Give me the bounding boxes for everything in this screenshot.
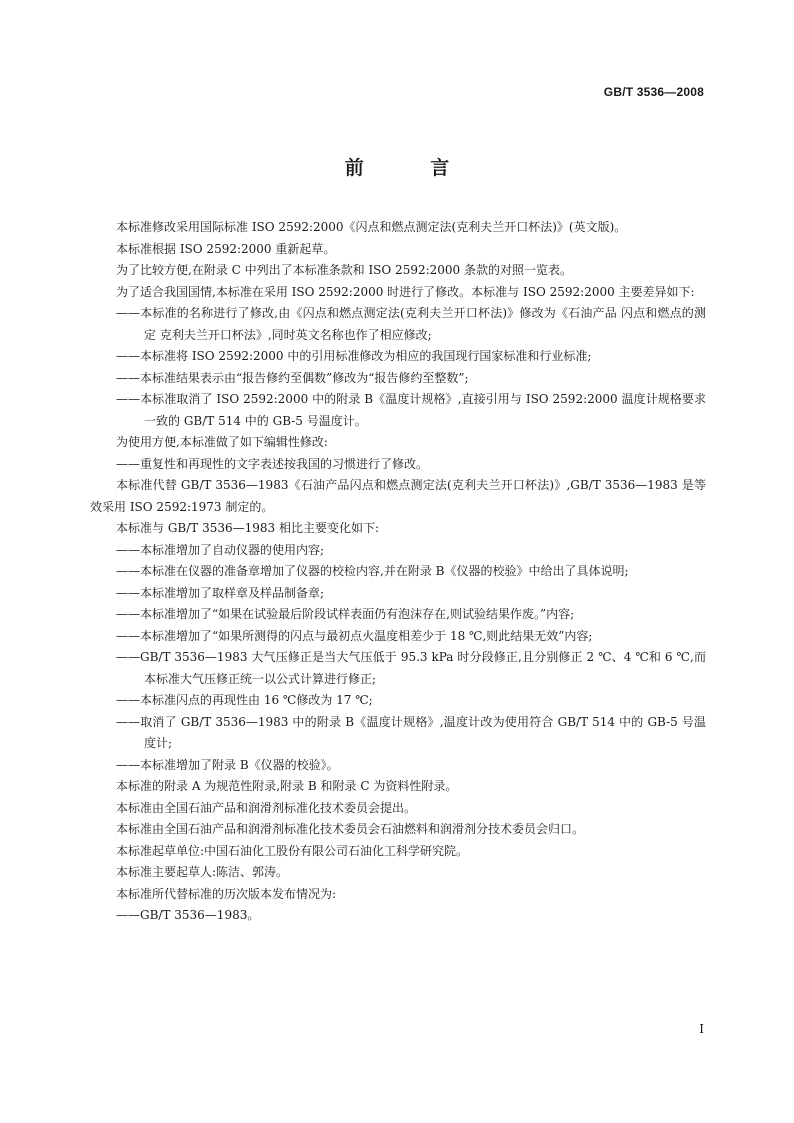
paragraph: 本标准与 GB/T 3536—1983 相比主要变化如下: xyxy=(116,521,380,535)
paragraph: 本标准由全国石油产品和润滑剂标准化技术委员会石油燃料和润滑剂分技术委员会归口。 xyxy=(116,822,585,836)
dash-list-item: ——本标准将 ISO 2592:2000 中的引用标准修改为相应的我国现行国家标准和行业标准; xyxy=(116,349,592,363)
dash-list-item: ——重复性和再现性的文字表述按我国的习惯进行了修改。 xyxy=(116,456,429,471)
paragraph: 为使用方便,本标准做了如下编辑性修改: xyxy=(116,435,328,449)
page-number: I xyxy=(699,1022,704,1036)
dash-list-item: ——本标准增加了附录 B《仪器的校验》。 xyxy=(116,757,339,772)
dash-list-item: ——本标准增加了“如果所测得的闪点与最初点火温度相差少于 18 ℃,则此结果无效”内容; xyxy=(116,628,593,643)
dash-list-item: ——本标准在仪器的准备章增加了仪器的校检内容,并在附录 B《仪器的校验》中给出了具体说明; xyxy=(116,564,629,578)
dash-list-item: ——本标准增加了取样章及样品制备章; xyxy=(116,585,325,600)
dash-list-item: ——本标准取消了 ISO 2592:2000 中的附录 B《温度计规格》,直接引用与 ISO 2592:2000 温度计规格要求一致的 GB/T 514 中的 GB-5 号温度计。 xyxy=(116,392,706,428)
dash-list-item: ——GB/T 3536—1983。 xyxy=(116,908,260,922)
paragraph: 本标准修改采用国际标准 ISO 2592:2000《闪点和燃点测定法(克利夫兰开口杯法)》(英文版)。 xyxy=(116,220,627,234)
paragraph: 本标准的附录 A 为规范性附录,附录 B 和附录 C 为资料性附录。 xyxy=(116,779,458,793)
dash-list-item: ——本标准增加了“如果在试验最后阶段试样表面仍有泡沫存在,则试验结果作废。”内容; xyxy=(116,607,575,621)
paragraph: 本标准由全国石油产品和润滑剂标准化技术委员会提出。 xyxy=(116,800,417,815)
paragraph: 为了适合我国国情,本标准在采用 ISO 2592:2000 时进行了修改。本标准与 ISO 2592:2000 主要差异如下: xyxy=(116,284,695,299)
dash-list-item: ——本标准闪点的再现性由 16 ℃修改为 17 ℃; xyxy=(116,693,373,707)
paragraph: 为了比较方便,在附录 C 中列出了本标准条款和 ISO 2592:2000 条款的对照一览表。 xyxy=(116,263,572,277)
paragraph: 本标准主要起草人:陈洁、郭涛。 xyxy=(116,865,289,879)
paragraph: 本标准根据 ISO 2592:2000 重新起草。 xyxy=(116,241,336,256)
dash-list-item: ——取消了 GB/T 3536—1983 中的附录 B《温度计规格》,温度计改为使用符合 GB/T 514 中的 GB-5 号温度计; xyxy=(116,714,706,750)
page-title: 前 言 xyxy=(344,157,480,179)
preface-body xyxy=(90,217,706,927)
dash-list-item: ——本标准结果表示由“报告修约至偶数”修改为“报告修约至整数”; xyxy=(116,370,469,385)
dash-list-item: ——本标准增加了自动仪器的使用内容; xyxy=(116,542,325,557)
paragraph: 本标准起草单位:中国石油化工股份有限公司石油化工科学研究院。 xyxy=(116,843,469,858)
standard-code: GB/T 3536—2008 xyxy=(603,85,704,99)
dash-list-item: ——本标准的名称进行了修改,由《闪点和燃点测定法(克利夫兰开口杯法)》修改为《石油产品 闪点和燃点的测定 克利夫兰开口杯法》,同时英文名称也作了相应修改; xyxy=(116,306,706,342)
paragraph: 本标准所代替标准的历次版本发布情况为: xyxy=(116,886,337,901)
paragraph: 本标准代替 GB/T 3536—1983《石油产品闪点和燃点测定法(克利夫兰开口杯法)》,GB/T 3536—1983 是等效采用 ISO 2592:1973 制定的。 xyxy=(90,478,706,514)
dash-list-item: ——GB/T 3536—1983 大气压修正是当大气压低于 95.3 kPa 时分段修正,且分别修正 2 ℃、4 ℃和 6 ℃,而本标准大气压修正统一以公式计算进行修正; xyxy=(116,650,706,686)
